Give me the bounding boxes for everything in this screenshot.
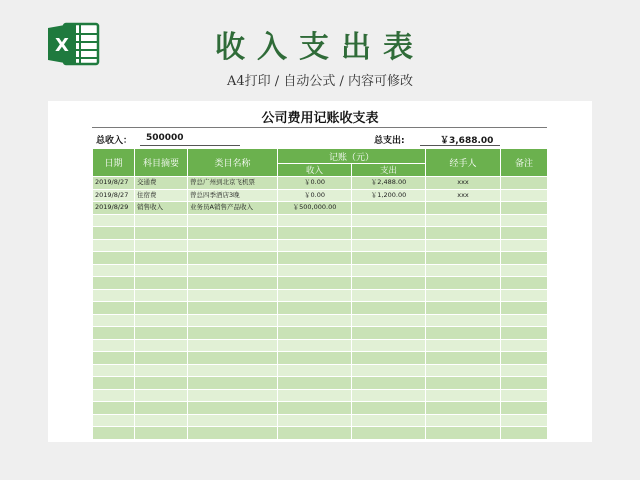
column-header-handler: 经手人 — [426, 149, 501, 177]
cell-remark[interactable] — [501, 302, 548, 315]
cell-expense[interactable] — [352, 264, 426, 277]
cell-handler[interactable] — [426, 239, 501, 252]
table-row[interactable] — [93, 327, 548, 340]
cell-remark[interactable] — [501, 189, 548, 202]
cell-expense[interactable] — [352, 352, 426, 365]
cell-income[interactable] — [278, 214, 352, 227]
cell-category[interactable] — [188, 339, 278, 352]
cell-category[interactable] — [188, 214, 278, 227]
cell-expense[interactable] — [352, 427, 426, 440]
table-row[interactable] — [93, 339, 548, 352]
cell-income[interactable] — [278, 402, 352, 415]
cell-date[interactable] — [93, 289, 135, 302]
cell-category[interactable] — [188, 364, 278, 377]
cell-remark[interactable] — [501, 364, 548, 377]
cell-subject[interactable] — [135, 364, 188, 377]
cell-remark[interactable] — [501, 289, 548, 302]
table-row[interactable] — [93, 314, 548, 327]
cell-handler[interactable] — [426, 427, 501, 440]
cell-subject[interactable]: 住宿费 — [135, 189, 188, 202]
logo-letter: X — [55, 35, 69, 56]
cell-category[interactable] — [188, 377, 278, 390]
cell-date[interactable] — [93, 327, 135, 340]
cell-date[interactable]: 2019/8/29 — [93, 202, 135, 215]
cell-handler[interactable] — [426, 227, 501, 240]
title-divider — [92, 127, 547, 128]
cell-category[interactable] — [188, 314, 278, 327]
cell-date[interactable] — [93, 264, 135, 277]
cell-remark[interactable] — [501, 352, 548, 365]
cell-expense[interactable] — [352, 414, 426, 427]
cell-subject[interactable] — [135, 339, 188, 352]
cell-date[interactable] — [93, 252, 135, 265]
cell-income[interactable] — [278, 389, 352, 402]
spreadsheet-sheet — [48, 101, 592, 442]
table-row[interactable] — [93, 414, 548, 427]
column-header-subject: 科目摘要 — [135, 149, 188, 177]
table-row[interactable] — [93, 227, 548, 240]
cell-handler[interactable] — [426, 314, 501, 327]
cell-income[interactable] — [278, 239, 352, 252]
cell-category[interactable] — [188, 239, 278, 252]
cell-expense[interactable] — [352, 327, 426, 340]
table-row[interactable] — [93, 302, 548, 315]
cell-category[interactable] — [188, 252, 278, 265]
cell-remark[interactable] — [501, 177, 548, 190]
cell-expense[interactable] — [352, 214, 426, 227]
cell-handler[interactable] — [426, 377, 501, 390]
table-row[interactable] — [93, 252, 548, 265]
cell-handler[interactable]: xxx — [426, 189, 501, 202]
page-subtitle: A4打印 / 自动公式 / 内容可修改 — [227, 74, 413, 89]
ledger-table — [92, 148, 548, 440]
cell-handler[interactable] — [426, 277, 501, 290]
cell-income[interactable] — [278, 427, 352, 440]
cell-handler[interactable] — [426, 339, 501, 352]
ledger-body — [93, 177, 548, 440]
column-header-income: 收入 — [278, 164, 352, 177]
cell-date[interactable] — [93, 239, 135, 252]
cell-subject[interactable] — [135, 377, 188, 390]
cell-category[interactable] — [188, 289, 278, 302]
cell-income[interactable] — [278, 327, 352, 340]
cell-expense[interactable] — [352, 314, 426, 327]
cell-remark[interactable] — [501, 214, 548, 227]
cell-handler[interactable] — [426, 327, 501, 340]
cell-remark[interactable] — [501, 314, 548, 327]
cell-category[interactable] — [188, 327, 278, 340]
cell-subject[interactable]: 交通费 — [135, 177, 188, 190]
cell-handler[interactable] — [426, 414, 501, 427]
cell-remark[interactable] — [501, 264, 548, 277]
cell-category[interactable] — [188, 414, 278, 427]
cell-income[interactable] — [278, 227, 352, 240]
cell-expense[interactable] — [352, 202, 426, 215]
cell-subject[interactable] — [135, 427, 188, 440]
cell-category[interactable] — [188, 227, 278, 240]
cell-date[interactable] — [93, 339, 135, 352]
cell-subject[interactable] — [135, 414, 188, 427]
cell-date[interactable] — [93, 377, 135, 390]
cell-subject[interactable] — [135, 314, 188, 327]
cell-subject[interactable]: 销售收入 — [135, 202, 188, 215]
cell-remark[interactable] — [501, 202, 548, 215]
cell-handler[interactable] — [426, 202, 501, 215]
cell-date[interactable] — [93, 314, 135, 327]
cell-expense[interactable] — [352, 289, 426, 302]
cell-category[interactable] — [188, 402, 278, 415]
total-income-value: 500000 — [146, 133, 184, 143]
table-row[interactable] — [93, 289, 548, 302]
cell-category[interactable] — [188, 352, 278, 365]
cell-remark[interactable] — [501, 327, 548, 340]
cell-subject[interactable] — [135, 214, 188, 227]
cell-remark[interactable] — [501, 389, 548, 402]
cell-expense[interactable] — [352, 402, 426, 415]
table-row[interactable] — [93, 202, 548, 215]
cell-subject[interactable] — [135, 227, 188, 240]
cell-subject[interactable] — [135, 289, 188, 302]
cell-remark[interactable] — [501, 252, 548, 265]
cell-handler[interactable] — [426, 352, 501, 365]
total-income-underline — [140, 145, 240, 146]
cell-income[interactable] — [278, 377, 352, 390]
cell-income[interactable] — [278, 352, 352, 365]
table-row[interactable] — [93, 177, 548, 190]
column-header-expense: 支出 — [352, 164, 426, 177]
cell-category[interactable] — [188, 389, 278, 402]
cell-date[interactable] — [93, 389, 135, 402]
cell-income[interactable] — [278, 277, 352, 290]
table-row[interactable] — [93, 277, 548, 290]
cell-handler[interactable] — [426, 214, 501, 227]
cell-expense[interactable] — [352, 252, 426, 265]
table-row[interactable] — [93, 402, 548, 415]
cell-subject[interactable] — [135, 327, 188, 340]
cell-expense[interactable] — [352, 302, 426, 315]
cell-remark[interactable] — [501, 427, 548, 440]
cell-subject[interactable] — [135, 239, 188, 252]
cell-subject[interactable] — [135, 277, 188, 290]
cell-income[interactable]: ￥0.00 — [278, 177, 352, 190]
cell-date[interactable] — [93, 352, 135, 365]
cell-subject[interactable] — [135, 252, 188, 265]
cell-expense[interactable] — [352, 239, 426, 252]
cell-category[interactable] — [188, 264, 278, 277]
cell-remark[interactable] — [501, 277, 548, 290]
cell-date[interactable]: 2019/8/27 — [93, 189, 135, 202]
cell-income[interactable] — [278, 339, 352, 352]
table-row[interactable] — [93, 189, 548, 202]
page-title: 收入支出表 — [215, 30, 425, 65]
cell-date[interactable] — [93, 427, 135, 440]
cell-income[interactable] — [278, 302, 352, 315]
cell-handler[interactable] — [426, 264, 501, 277]
cell-handler[interactable] — [426, 364, 501, 377]
sheet-title: 公司费用记账收支表 — [261, 111, 379, 126]
column-header-account-group: 记账（元） — [278, 149, 426, 164]
cell-expense[interactable] — [352, 377, 426, 390]
cell-income[interactable] — [278, 364, 352, 377]
cell-remark[interactable] — [501, 377, 548, 390]
cell-income[interactable]: ￥500,000.00 — [278, 202, 352, 215]
total-expense-value: ￥3,688.00 — [440, 136, 494, 146]
cell-handler[interactable] — [426, 402, 501, 415]
cell-subject[interactable] — [135, 264, 188, 277]
column-header-date: 日期 — [93, 149, 135, 177]
cell-income[interactable] — [278, 289, 352, 302]
cell-handler[interactable]: xxx — [426, 177, 501, 190]
cell-expense[interactable] — [352, 389, 426, 402]
table-row[interactable] — [93, 364, 548, 377]
total-expense-underline — [420, 145, 500, 146]
column-header-category: 类目名称 — [188, 149, 278, 177]
cell-date[interactable] — [93, 227, 135, 240]
total-expense-label: 总支出: — [374, 136, 405, 146]
cell-remark[interactable] — [501, 402, 548, 415]
table-row[interactable] — [93, 389, 548, 402]
cell-date[interactable] — [93, 402, 135, 415]
cell-category[interactable] — [188, 427, 278, 440]
table-row[interactable] — [93, 427, 548, 440]
cell-date[interactable] — [93, 302, 135, 315]
table-row[interactable] — [93, 214, 548, 227]
cell-subject[interactable] — [135, 389, 188, 402]
cell-handler[interactable] — [426, 289, 501, 302]
cell-expense[interactable] — [352, 277, 426, 290]
cell-expense[interactable] — [352, 339, 426, 352]
total-income-label: 总收入： — [96, 136, 133, 146]
cell-date[interactable] — [93, 277, 135, 290]
cell-expense[interactable]: ￥1,200.00 — [352, 189, 426, 202]
table-row[interactable] — [93, 352, 548, 365]
cell-income[interactable] — [278, 314, 352, 327]
cell-handler[interactable] — [426, 302, 501, 315]
cell-date[interactable]: 2019/8/27 — [93, 177, 135, 190]
cell-category[interactable]: 曾总广州到北京飞机票 — [188, 177, 278, 190]
table-row[interactable] — [93, 377, 548, 390]
cell-category[interactable] — [188, 277, 278, 290]
cell-category[interactable]: 曾总四季酒店3晚 — [188, 189, 278, 202]
cell-date[interactable] — [93, 414, 135, 427]
cell-expense[interactable]: ￥2,488.00 — [352, 177, 426, 190]
cell-handler[interactable] — [426, 389, 501, 402]
column-header-remark: 备注 — [501, 149, 548, 177]
cell-category[interactable] — [188, 302, 278, 315]
cell-expense[interactable] — [352, 364, 426, 377]
cell-subject[interactable] — [135, 402, 188, 415]
cell-remark[interactable] — [501, 227, 548, 240]
cell-remark[interactable] — [501, 239, 548, 252]
cell-date[interactable] — [93, 214, 135, 227]
cell-remark[interactable] — [501, 414, 548, 427]
cell-income[interactable] — [278, 252, 352, 265]
cell-handler[interactable] — [426, 252, 501, 265]
cell-expense[interactable] — [352, 227, 426, 240]
table-row[interactable] — [93, 239, 548, 252]
cell-income[interactable]: ￥0.00 — [278, 189, 352, 202]
cell-remark[interactable] — [501, 339, 548, 352]
table-row[interactable] — [93, 264, 548, 277]
cell-category[interactable]: 业务员A销售产品收入 — [188, 202, 278, 215]
cell-income[interactable] — [278, 264, 352, 277]
cell-income[interactable] — [278, 414, 352, 427]
cell-subject[interactable] — [135, 302, 188, 315]
cell-date[interactable] — [93, 364, 135, 377]
cell-subject[interactable] — [135, 352, 188, 365]
